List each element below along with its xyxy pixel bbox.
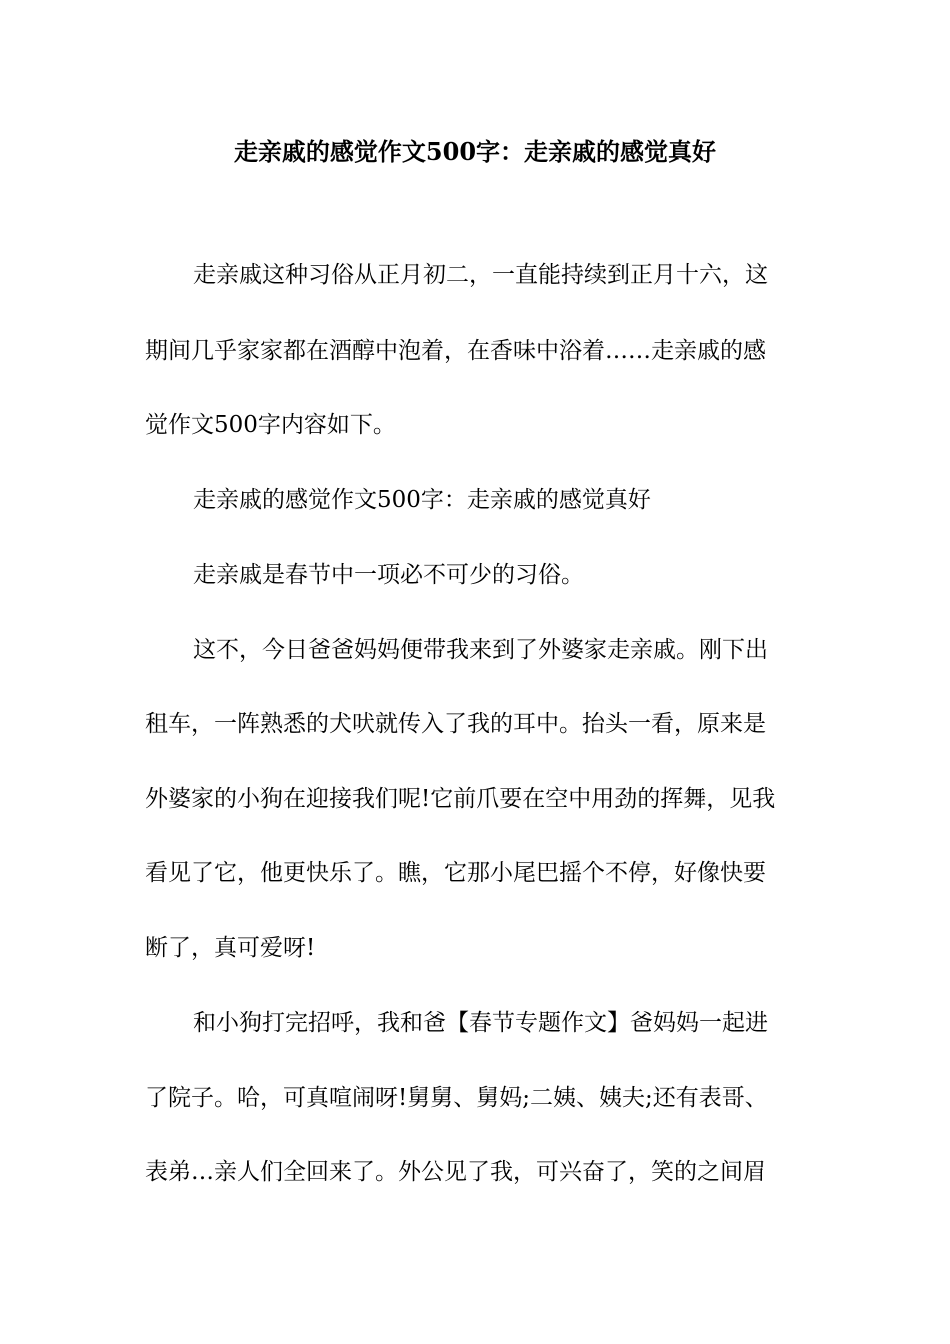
paragraph-line: 走亲戚的感觉作文500字：走亲戚的感觉真好 [193, 487, 651, 513]
paragraph-line: 表弟…亲人们全回来了。外公见了我，可兴奋了，笑的之间眉 [145, 1159, 766, 1185]
paragraph-line: 期间几乎家家都在酒醇中泡着，在香味中浴着……走亲戚的感 [145, 338, 766, 364]
paragraph-line: 这不，今日爸爸妈妈便带我来到了外婆家走亲戚。刚下出 [193, 637, 768, 663]
paragraph-line: 断了，真可爱呀! [145, 935, 316, 961]
paragraph-line: 走亲戚是春节中一项必不可少的习俗。 [193, 562, 584, 588]
paragraph-line: 了院子。哈，可真喧闹呀!舅舅、舅妈;二姨、姨夫;还有表哥、 [145, 1085, 768, 1111]
paragraph-line: 和小狗打完招呼，我和爸【春节专题作文】爸妈妈一起进 [193, 1010, 768, 1036]
paragraph-line: 租车，一阵熟悉的犬吠就传入了我的耳中。抬头一看，原来是 [145, 711, 766, 737]
paragraph-line: 觉作文500字内容如下。 [145, 412, 396, 438]
document-title: 走亲戚的感觉作文500字：走亲戚的感觉真好 [233, 137, 717, 166]
paragraph-line: 走亲戚这种习俗从正月初二，一直能持续到正月十六，这 [193, 262, 768, 288]
paragraph-line: 外婆家的小狗在迎接我们呢!它前爪要在空中用劲的挥舞，见我 [145, 786, 776, 812]
paragraph-line: 看见了它，他更快乐了。瞧，它那小尾巴摇个不停，好像快要 [145, 860, 766, 886]
